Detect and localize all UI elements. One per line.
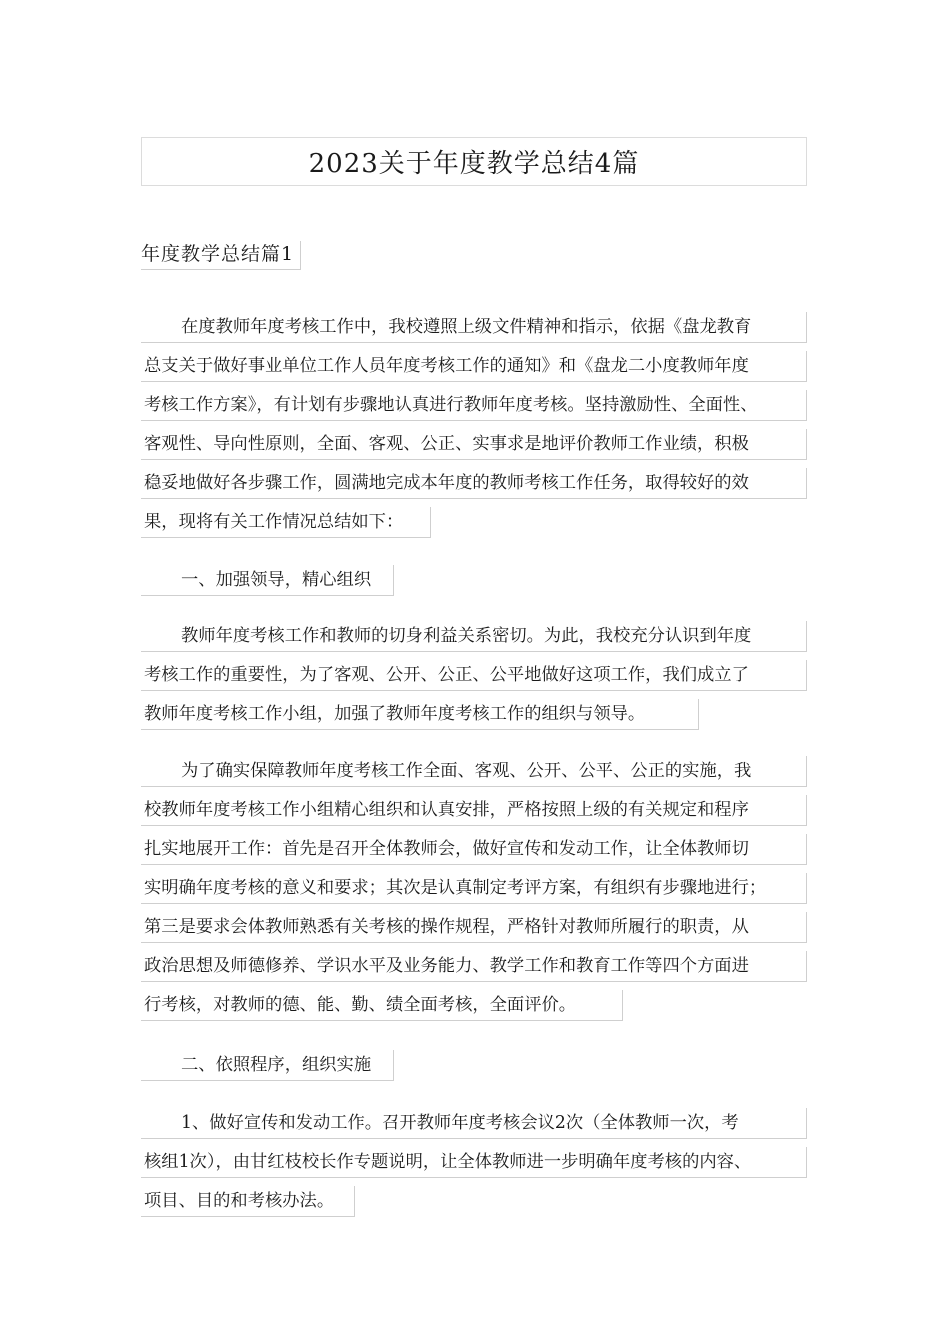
paragraph-line: 考核工作的重要性，为了客观、公开、公正、公平地做好这项工作，我们成立了 (141, 660, 807, 691)
paragraph-line: 扎实地展开工作：首先是召开全体教师会，做好宣传和发动工作，让全体教师切 (141, 834, 807, 865)
paragraph-line: 教师年度考核工作小组，加强了教师年度考核工作的组织与领导。 (141, 699, 699, 730)
paragraph-leadership (141, 621, 809, 738)
paragraph-line: 项目、目的和考核办法。 (141, 1186, 355, 1217)
paragraph-line: 为了确实保障教师年度考核工作全面、客观、公开、公平、公正的实施，我 (141, 756, 807, 787)
subheading-one (141, 565, 809, 604)
paragraph-line: 客观性、导向性原则，全面、客观、公正、实事求是地评价教师工作业绩，积极 (141, 429, 807, 460)
paragraph-line: 核组1次），由甘红枝校长作专题说明，让全体教师进一步明确年度考核的内容、 (141, 1147, 807, 1178)
paragraph-line: 1、做好宣传和发动工作。召开教师年度考核会议2次（全体教师一次，考 (141, 1108, 807, 1139)
paragraph-line: 校教师年度考核工作小组精心组织和认真安排，严格按照上级的有关规定和程序 (141, 795, 807, 826)
paragraph-line: 考核工作方案》，有计划有步骤地认真进行教师年度考核。坚持激励性、全面性、 (141, 390, 807, 421)
paragraph-line: 第三是要求会体教师熟悉有关考核的操作规程，严格针对教师所履行的职责，从 (141, 912, 807, 943)
document-title: 2023关于年度教学总结4篇 (141, 137, 807, 186)
paragraph-line: 政治思想及师德修养、学识水平及业务能力、教学工作和教育工作等四个方面进 (141, 951, 807, 982)
paragraph-line: 在度教师年度考核工作中，我校遵照上级文件精神和指示，依据《盘龙教育 (141, 312, 807, 343)
subheading-two (141, 1050, 809, 1089)
paragraph-line: 实明确年度考核的意义和要求；其次是认真制定考评方案，有组织有步骤地进行； (141, 873, 807, 904)
subheading-text: 一、加强领导，精心组织 (141, 565, 394, 596)
paragraph-line: 稳妥地做好各步骤工作，圆满地完成本年度的教师考核工作任务，取得较好的效 (141, 468, 807, 499)
paragraph-publicity (141, 1108, 809, 1225)
subheading-text: 二、依照程序，组织实施 (141, 1050, 394, 1081)
paragraph-line: 教师年度考核工作和教师的切身利益关系密切。为此，我校充分认识到年度 (141, 621, 807, 652)
paragraph-line: 果，现将有关工作情况总结如下： (141, 507, 431, 538)
section-heading: 年度教学总结篇1 (141, 241, 301, 270)
paragraph-implementation (141, 756, 809, 1029)
paragraph-intro (141, 312, 809, 546)
paragraph-line: 总支关于做好事业单位工作人员年度考核工作的通知》和《盘龙二小度教师年度 (141, 351, 807, 382)
paragraph-line: 行考核，对教师的德、能、勤、绩全面考核，全面评价。 (141, 990, 623, 1021)
